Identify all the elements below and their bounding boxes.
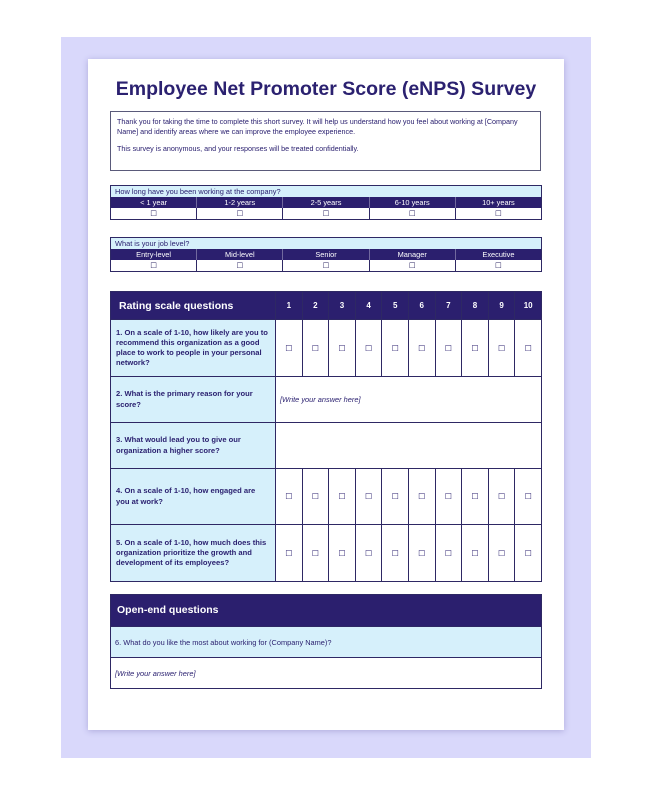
rating-checkbox[interactable]: ☐ <box>302 320 329 377</box>
job-level-checkboxes <box>111 260 541 271</box>
scale-label: 7 <box>435 292 462 320</box>
job-level-checkbox[interactable]: ☐ <box>111 260 197 271</box>
tenure-checkbox[interactable]: ☐ <box>370 208 456 219</box>
question-5-text: 5. On a scale of 1-10, how much does this organization prioritize the growth and development of its employees? <box>111 525 276 582</box>
question-4-row <box>111 469 542 525</box>
rating-checkbox[interactable]: ☐ <box>435 525 462 582</box>
scale-label: 10 <box>515 292 542 320</box>
scale-label: 1 <box>276 292 303 320</box>
rating-checkbox[interactable]: ☐ <box>382 469 409 525</box>
question-2-text: 2. What is the primary reason for your score? <box>111 377 276 423</box>
page-title: Employee Net Promoter Score (eNPS) Survey <box>115 78 537 100</box>
rating-checkbox[interactable]: ☐ <box>488 525 515 582</box>
question-1-text: 1. On a scale of 1-10, how likely are you to recommend this organization as a good place to work to people in your personal network? <box>111 320 276 377</box>
open-end-title: Open-end questions <box>111 595 541 626</box>
question-3-row <box>111 423 542 469</box>
tenure-question <box>110 185 542 220</box>
rating-checkbox[interactable]: ☐ <box>408 469 435 525</box>
rating-section-title: Rating scale questions <box>111 292 276 320</box>
rating-checkbox[interactable]: ☐ <box>462 469 489 525</box>
question-3-text: 3. What would lead you to give our organization a higher score? <box>111 423 276 469</box>
rating-checkbox[interactable]: ☐ <box>355 469 382 525</box>
job-level-checkbox[interactable]: ☐ <box>283 260 369 271</box>
intro-box <box>110 111 541 171</box>
rating-checkbox[interactable]: ☐ <box>302 469 329 525</box>
job-level-checkbox[interactable]: ☐ <box>197 260 283 271</box>
tenure-options <box>111 197 541 208</box>
rating-checkbox[interactable]: ☐ <box>488 469 515 525</box>
open-end-section <box>110 594 542 689</box>
rating-checkbox[interactable]: ☐ <box>515 469 542 525</box>
rating-checkbox[interactable]: ☐ <box>515 525 542 582</box>
rating-checkbox[interactable]: ☐ <box>515 320 542 377</box>
rating-checkbox[interactable]: ☐ <box>382 525 409 582</box>
rating-checkbox[interactable]: ☐ <box>329 525 356 582</box>
job-level-checkbox[interactable]: ☐ <box>456 260 541 271</box>
job-level-question <box>110 237 542 272</box>
rating-checkbox[interactable]: ☐ <box>435 320 462 377</box>
job-level-checkbox[interactable]: ☐ <box>370 260 456 271</box>
rating-checkbox[interactable]: ☐ <box>302 525 329 582</box>
tenure-checkboxes <box>111 208 541 219</box>
rating-checkbox[interactable]: ☐ <box>329 320 356 377</box>
rating-checkbox[interactable]: ☐ <box>462 320 489 377</box>
question-2-row <box>111 377 542 423</box>
question-6-answer-field[interactable]: [Write your answer here] <box>111 657 541 688</box>
rating-checkbox[interactable]: ☐ <box>408 525 435 582</box>
rating-checkbox[interactable]: ☐ <box>355 320 382 377</box>
rating-checkbox[interactable]: ☐ <box>329 469 356 525</box>
job-level-question-label: What is your job level? <box>111 238 541 249</box>
rating-checkbox[interactable]: ☐ <box>488 320 515 377</box>
scale-label: 2 <box>302 292 329 320</box>
scale-label: 6 <box>408 292 435 320</box>
tenure-option-label: 10+ years <box>482 198 515 207</box>
tenure-checkbox[interactable]: ☐ <box>283 208 369 219</box>
tenure-option-label: 6-10 years <box>370 197 456 208</box>
question-1-row <box>111 320 542 377</box>
rating-checkbox[interactable]: ☐ <box>276 320 303 377</box>
question-2-answer-field[interactable]: [Write your answer here] <box>276 377 542 423</box>
rating-checkbox[interactable]: ☐ <box>276 525 303 582</box>
rating-scale-table <box>110 291 542 582</box>
rating-checkbox[interactable]: ☐ <box>462 525 489 582</box>
tenure-checkbox[interactable]: ☐ <box>197 208 283 219</box>
scale-label: 5 <box>382 292 409 320</box>
rating-checkbox[interactable]: ☐ <box>382 320 409 377</box>
job-level-option-label: Mid-level <box>197 249 283 260</box>
job-level-option-label: Executive <box>482 250 515 259</box>
rating-checkbox[interactable]: ☐ <box>408 320 435 377</box>
job-level-option-label: Senior <box>283 249 369 260</box>
scale-label: 8 <box>462 292 489 320</box>
question-3-answer-field[interactable] <box>276 423 542 469</box>
job-level-options <box>111 249 541 260</box>
scale-label: 4 <box>355 292 382 320</box>
job-level-option-label: Manager <box>370 249 456 260</box>
rating-header-row <box>111 292 542 320</box>
tenure-checkbox[interactable]: ☐ <box>111 208 197 219</box>
intro-paragraph: Thank you for taking the time to complete this short survey. It will help us understand how you feel about working at [Company Name] and identify areas where we can improve the employee experience. <box>117 117 518 137</box>
scale-label: 9 <box>488 292 515 320</box>
tenure-option-label: < 1 year <box>111 197 197 208</box>
question-5-row <box>111 525 542 582</box>
job-level-option-label: Entry-level <box>111 249 197 260</box>
tenure-question-label: How long have you been working at the company? <box>111 186 541 197</box>
rating-checkbox[interactable]: ☐ <box>435 469 462 525</box>
scale-label: 3 <box>329 292 356 320</box>
tenure-option-label: 1-2 years <box>197 197 283 208</box>
question-6-text: 6. What do you like the most about working for (Company Name)? <box>111 626 541 657</box>
rating-checkbox[interactable]: ☐ <box>276 469 303 525</box>
tenure-option-label: 2-5 years <box>283 197 369 208</box>
tenure-checkbox[interactable]: ☐ <box>456 208 541 219</box>
question-4-text: 4. On a scale of 1-10, how engaged are you at work? <box>111 469 276 525</box>
rating-checkbox[interactable]: ☐ <box>355 525 382 582</box>
anonymity-note: This survey is anonymous, and your responses will be treated confidentially. <box>117 144 359 154</box>
